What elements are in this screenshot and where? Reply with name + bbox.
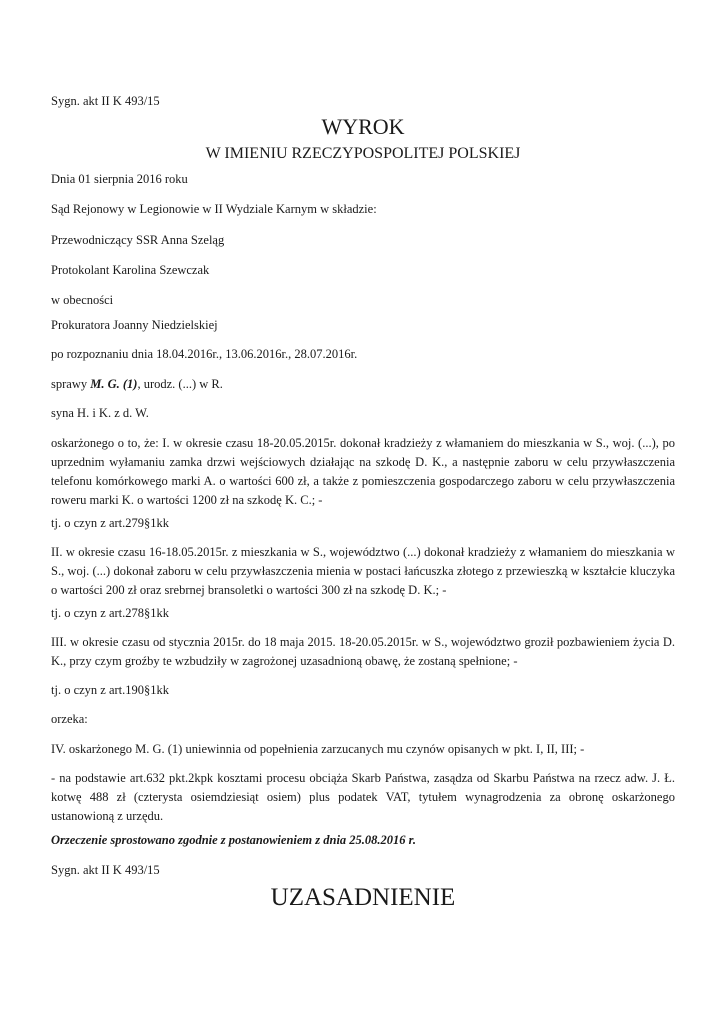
verdict-acquittal: IV. oskarżonego M. G. (1) uniewinnia od popełnienia zarzucanych mu czynów opisanych w pkt. I, II, III; -	[51, 742, 585, 756]
prosecutor: Prokuratora Joanny Niedzielskiej	[51, 318, 218, 332]
judgment-subtitle: W IMIENIU RZECZYPOSPOLITEJ POLSKIEJ	[205, 145, 521, 162]
correction-note: Orzeczenie sprostowano zgodnie z postanowieniem z dnia 25.08.2016 r.	[51, 833, 416, 847]
case-suffix: , urodz. (...) w R.	[137, 377, 223, 391]
judgment-date: Dnia 01 sierpnia 2016 roku	[51, 172, 188, 186]
charge-3: III. w okresie czasu od stycznia 2015r. do 18 maja 2015. 18-20.05.2015r. w S., województwo groził pozbawieniem życia D. K., przy czym groźby te wzbudziły w zagrożonej uzasadnioną obawę, że zostaną spełnione; -	[51, 635, 675, 668]
article-1: tj. o czyn z art.279§1kk	[51, 516, 170, 530]
case-reference-top: Sygn. akt II K 493/15	[51, 94, 160, 108]
judgment-title: WYROK	[321, 114, 405, 139]
court-clerk: Protokolant Karolina Szewczak	[51, 263, 210, 277]
defendant-name: M. G. (1)	[90, 377, 138, 391]
presiding-judge: Przewodniczący SSR Anna Szeląg	[51, 233, 225, 247]
article-3: tj. o czyn z art.190§1kk	[51, 683, 170, 697]
court-composition: Sąd Rejonowy w Legionowie w II Wydziale Karnym w składzie:	[51, 202, 377, 216]
charge-2: II. w okresie czasu 16-18.05.2015r. z mieszkania w S., województwo (...) dokonał kradzieży z włamaniem do mieszkania w S., woj. (...) dokonał zaboru w celu przywłaszczenia mienia w postaci łańcuszka złotego z przewieszką w kształcie kluczyka o wartości 200 zł oraz srebrnej bransoletki o wartości 300 zł na szkodę D. K.; -	[51, 545, 675, 597]
section-heading-justification: UZASADNIENIE	[270, 884, 456, 911]
case-prefix: sprawy	[51, 377, 91, 391]
case-line	[51, 375, 675, 394]
verdict-costs: - na podstawie art.632 pkt.2kpk kosztami procesu obciąża Skarb Państwa, zasądza od Skarbu Państwa na rzecz adw. J. Ł. kotwę 488 zł (czterysta osiemdziesiąt osiem) plus podatek VAT, tytułem wynagrodzenia za obronę oskarżonego ustanowioną z urzędu.	[51, 771, 675, 823]
rules-label: orzeka:	[51, 712, 88, 726]
presence-label: w obecności	[51, 293, 114, 307]
article-2: tj. o czyn z art.278§1kk	[51, 606, 170, 620]
charge-1: oskarżonego o to, że: I. w okresie czasu 18-20.05.2015r. dokonał kradzieży z włamaniem do mieszkania w S., woj. (...), po uprzednim wyłamaniu zamka drzwi wejściowych działając na szkodę D. K., a następnie zaboru w celu przywłaszczenia telefonu komórkowego marki A. o wartości 600 zł, a także z pomieszczenia gospodarczego zaboru w celu przywłaszczenia roweru marki K. o wartości 1200 zł na szkodę K. C.; -	[51, 436, 675, 507]
hearing-dates: po rozpoznaniu dnia 18.04.2016r., 13.06.2016r., 28.07.2016r.	[51, 347, 358, 361]
defendant-parents: syna H. i K. z d. W.	[51, 406, 149, 420]
case-reference-bottom: Sygn. akt II K 493/15	[51, 863, 160, 877]
